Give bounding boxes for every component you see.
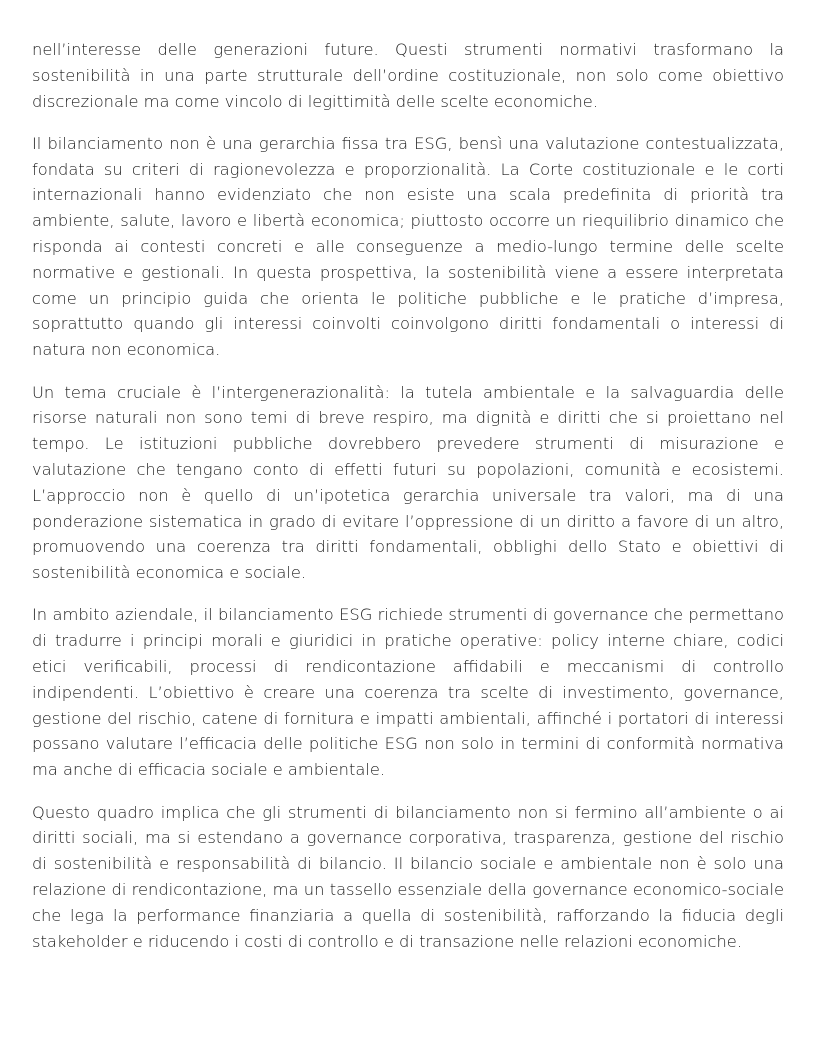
paragraph-2: Il bilanciamento non è una gerarchia fissa tra ESG, bensì una valutazione contestualizzata, fondata su criteri di ragionevolezza e proporzionalità. La Corte costituzionale e le corti internazionali hanno evidenziato che non esiste una scala predefinita di priorità tra ambiente, salute, lavoro e libertà economica; piuttosto occorre un riequilibrio dinamico che risponda ai contesti concreti e alle conseguenze a medio-lungo termine delle scelte normative e gestionali. In questa prospettiva, la sostenibilità viene a essere interpretata come un principio guida che orienta le politiche pubbliche e le pratiche d’impresa, soprattutto quando gli interessi coinvolti coinvolgono diritti fondamentali o interessi di natura non economica. — [32, 133, 784, 360]
paragraph-4: In ambito aziendale, il bilanciamento ESG richiede strumenti di governance che permettano di tradurre i principi morali e giuridici in pratiche operative: policy interne chiare, codici etici verificabili, processi di rendicontazione affidabili e meccanismi di controllo indipendenti. L’obiettivo è creare una coerenza tra scelte di investimento, governance, gestione del rischio, catene di fornitura e impatti ambientali, affinché i portatori di interessi possano valutare l’efficacia delle politiche ESG non solo in termini di conformità normativa ma anche di efficacia sociale e ambientale. — [32, 605, 784, 780]
paragraph-1: nell’interesse delle generazioni future. Questi strumenti normativi trasformano la sostenibilità in una parte strutturale dell’ordine costituzionale, non solo come obiettivo discrezionale ma come vincolo di legittimità delle scelte economiche. — [32, 40, 784, 111]
paragraph-3: Un tema cruciale è l’intergenerazionalità: la tutela ambientale e la salvaguardia delle risorse naturali non sono temi di breve respiro, ma dignità e diritti che si proiettano nel tempo. Le istituzioni pubbliche dovrebbero prevedere strumenti di misurazione e valutazione che tengano conto di effetti futuri su popolazioni, comunità e ecosistemi. L’approccio non è quello di un’ipotetica gerarchia universale tra valori, ma di una ponderazione sistematica in grado di evitare l’oppressione di un diritto a favore di un altro, promuovendo una coerenza tra diritti fondamentali, obblighi dello Stato e obiettivi di sostenibilità economica e sociale. — [32, 382, 784, 583]
document-page — [32, 37, 784, 971]
paragraph-5: Questo quadro implica che gli strumenti di bilanciamento non si fermino all’ambiente o ai diritti sociali, ma si estendano a governance corporativa, trasparenza, gestione del rischio di sostenibilità e responsabilità di bilancio. Il bilancio sociale e ambientale non è solo una relazione di rendicontazione, ma un tassello essenziale della governance economico-sociale che lega la performance finanziaria a quella di sostenibilità, rafforzando la fiducia degli stakeholder e riducendo i costi di controllo e di transazione nelle relazioni economiche. — [32, 802, 784, 951]
